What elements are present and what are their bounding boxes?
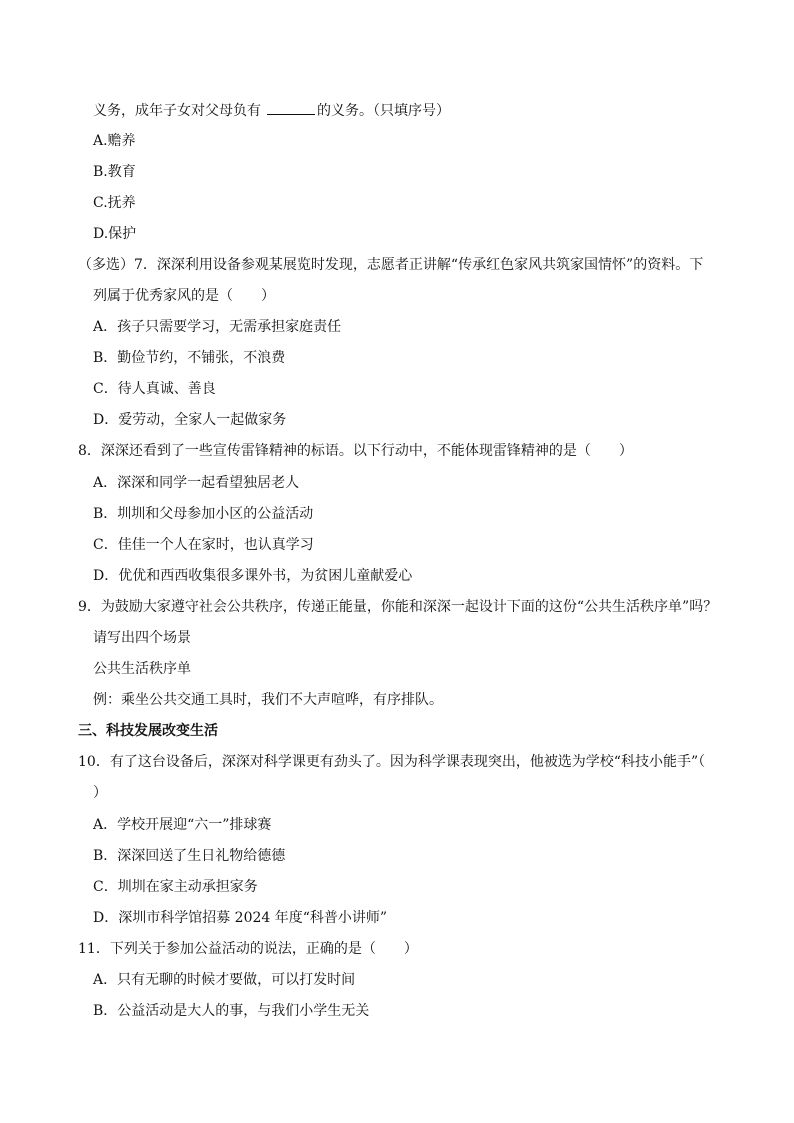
q6-stem-post: 的义务。（只填序号） (317, 103, 450, 119)
q10-stem-line2: ） (93, 785, 107, 801)
q10-stem-line1: 10．有了这台设备后，深深对科学课更有劲头了。因为科学课表现突出，他被选为学校“科技小能手”（ (78, 754, 706, 770)
q7-stem-line2: 列属于优秀家风的是（ ） (93, 288, 275, 304)
q6-option-c: C.抚养 (93, 195, 136, 211)
q10-option-a: A．学校开展迎“六一”排球赛 (93, 817, 272, 833)
q8-option-c: C．佳佳一个人在家时，也认真学习 (93, 537, 314, 553)
q11-option-a: A．只有无聊的时候才要做，可以打发时间 (93, 972, 356, 988)
q7-option-b: B．勤俭节约，不铺张，不浪费 (93, 350, 286, 366)
q6-option-b: B.教育 (93, 164, 136, 180)
q8-option-a: A．深深和同学一起看望独居老人 (93, 475, 300, 491)
q7-option-c: C．待人真诚、善良 (93, 381, 216, 397)
q6-answer-blank[interactable] (267, 100, 315, 115)
q8-option-b: B．圳圳和父母参加小区的公益活动 (93, 506, 314, 522)
q10-option-c: C．圳圳在家主动承担家务 (93, 879, 258, 895)
q8-option-d: D．优优和西西收集很多课外书，为贫困儿童献爱心 (93, 568, 413, 584)
q6-option-d: D.保护 (93, 226, 137, 242)
q7-stem-line1: （多选）7．深深利用设备参观某展览时发现，志愿者正讲解“传承红色家风共筑家国情怀”的资料。下 (78, 257, 704, 273)
q8-stem: 8．深深还看到了一些宣传雷锋精神的标语。以下行动中，不能体现雷锋精神的是（ ） (78, 443, 633, 459)
q9-form-title: 公共生活秩序单 (93, 661, 191, 677)
q10-option-d: D．深圳市科学馆招募 2024 年度“科普小讲师” (93, 910, 388, 926)
q9-stem-line2: 请写出四个场景 (93, 630, 191, 646)
q10-option-b: B．深深回送了生日礼物给德德 (93, 848, 286, 864)
q11-option-b: B．公益活动是大人的事，与我们小学生无关 (93, 1003, 370, 1019)
q7-option-d: D．爱劳动，全家人一起做家务 (93, 412, 287, 428)
section-heading: 三、科技发展改变生活 (78, 723, 218, 739)
q6-stem-pre: 义务，成年子女对父母负有 (93, 103, 261, 119)
q6-stem-line (93, 100, 450, 120)
q6-option-a: A.赡养 (93, 133, 136, 149)
q9-example: 例：乘坐公共交通工具时，我们不大声喧哗，有序排队。 (93, 692, 443, 708)
q7-option-a: A．孩子只需要学习，无需承担家庭责任 (93, 319, 342, 335)
q11-stem: 11．下列关于参加公益活动的说法，正确的是（ ） (78, 941, 418, 957)
q9-stem-line1: 9．为鼓励大家遵守社会公共秩序，传递正能量，你能和深深一起设计下面的这份“公共生活秩序单”吗？ (78, 599, 718, 615)
